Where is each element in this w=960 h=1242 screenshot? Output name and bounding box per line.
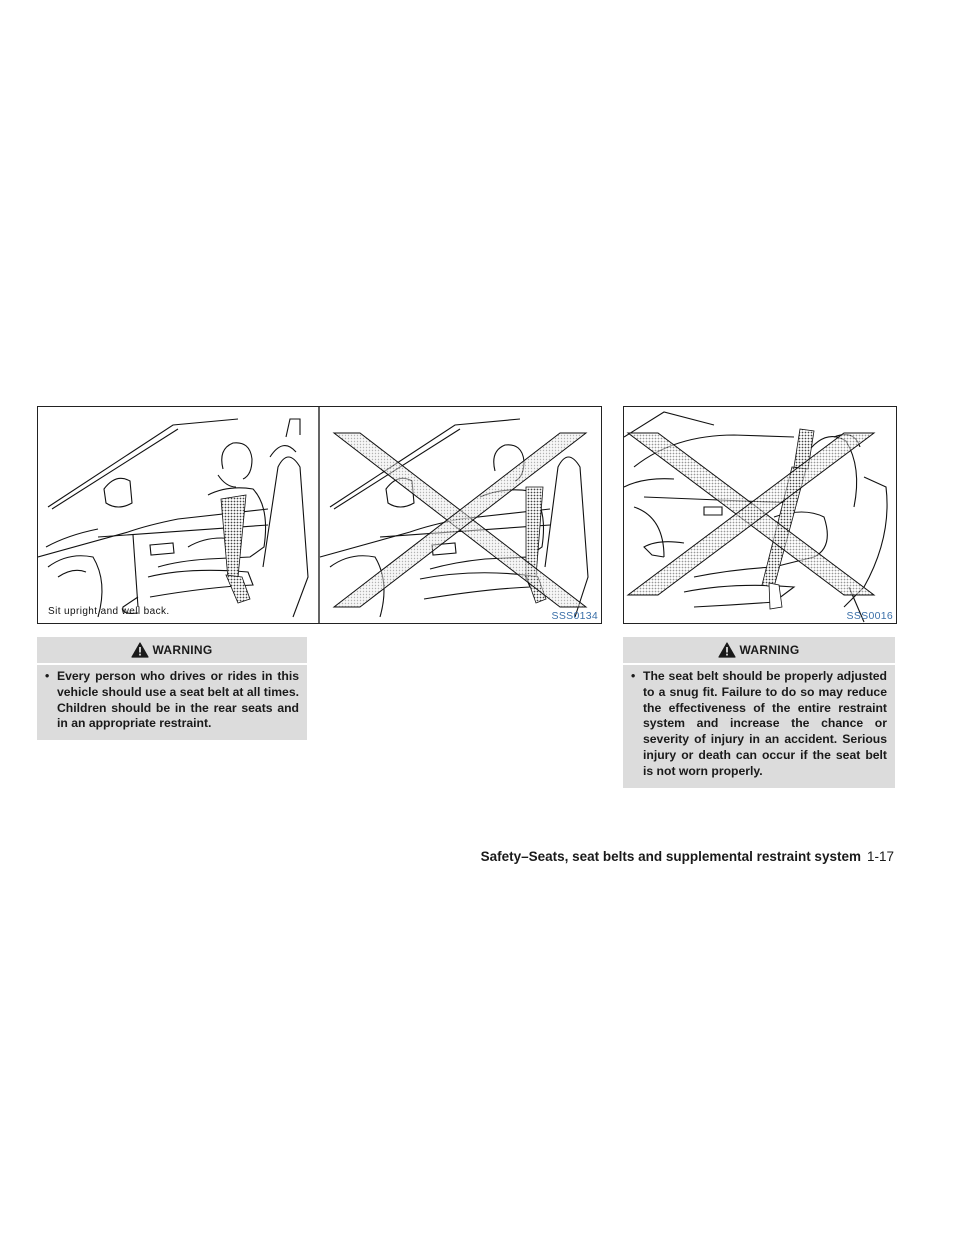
- page-footer: [481, 849, 894, 864]
- warning-body: [623, 665, 895, 788]
- bullet: •: [45, 669, 50, 683]
- posture-illustration: [38, 407, 601, 623]
- warning-heading-label: WARNING: [739, 643, 800, 657]
- warning-triangle-icon: [718, 642, 736, 658]
- warning-triangle-icon: [131, 642, 149, 658]
- warning-text: The seat belt should be properly adjusted to a snug fit. Failure to do so may reduce the effectiveness of the entire restraint system and increase the chance or severity of injury in an accident. Serious injury or death can occur if the seat belt is not worn properly.: [643, 669, 887, 778]
- section-title: Safety–Seats, seat belts and supplemental restraint system: [480, 849, 861, 864]
- page-number: 1-17: [866, 849, 894, 864]
- warning-heading-label: WARNING: [152, 643, 213, 657]
- warning-text: Every person who drives or rides in this vehicle should use a seat belt at all times. Children should be in the rear seats and in an appropriate restraint.: [57, 669, 299, 731]
- warning-heading: [623, 637, 895, 663]
- figure-sitting-posture: [37, 406, 602, 624]
- bullet: •: [631, 669, 636, 683]
- warning-heading: [37, 637, 307, 663]
- belt-routing-illustration: [624, 407, 896, 623]
- figure-caption: Sit upright and well back.: [48, 606, 170, 617]
- figure-belt-routing: [623, 406, 897, 624]
- figure-code: SSS0016: [846, 610, 893, 622]
- warning-body: [37, 665, 307, 740]
- figure-code: SSS0134: [551, 610, 598, 622]
